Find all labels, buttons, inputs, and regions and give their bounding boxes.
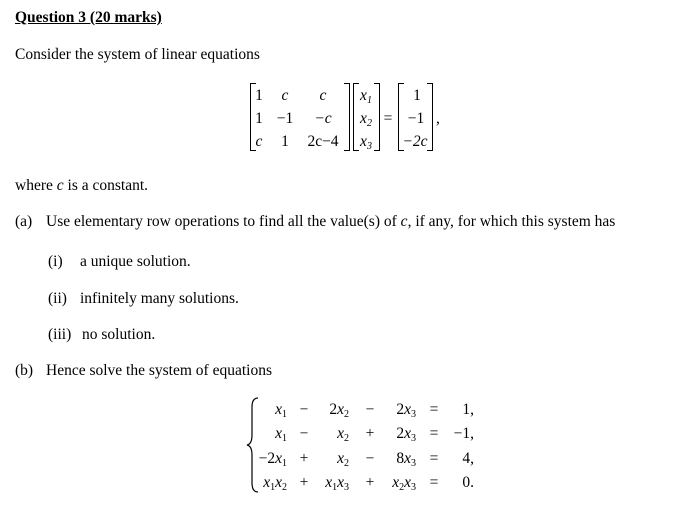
rhs-cell: −1 [407,110,425,127]
part-b-text: Hence solve the system of equations [46,362,272,379]
equation-eq: = [429,450,439,467]
intro-text: Consider the system of linear equations [15,46,260,63]
equation-op1: − [299,401,309,418]
equation-eq: = [429,474,439,491]
equation-op1: + [299,474,309,491]
equation-rhs: 4, [462,450,474,467]
equation-t3: $2x_3$ [396,401,416,420]
part-a-item-label: (ii) [48,290,67,307]
matrix-cell: 1 [255,87,263,104]
equation-eq: = [429,401,439,418]
rhs-cell: 1 [413,87,421,104]
matrix-equation [0,0,700,160]
vector-x-bracket-right [374,83,380,151]
part-b-label: (b) [15,362,34,379]
equation-op1: − [299,425,309,442]
question-title: Question 3 (20 marks) [15,9,162,26]
equation-system [0,395,700,500]
equation-t3: $8x_3$ [396,450,416,469]
variable-x3: $x_3$ [360,133,372,152]
matrix-cell: c [281,87,289,104]
curly-brace [246,397,260,493]
matrix-cell: c [255,133,263,150]
equation-op2: − [365,401,375,418]
rhs-cell: −2c [402,133,428,150]
equation-op1: + [299,450,309,467]
part-a-label: (a) [15,213,33,230]
part-a-item-text: a unique solution. [80,253,191,270]
part-a-text: Use elementary row operations to find all the value(s) of c, if any, for which this system has [46,213,616,230]
part-a-item-label: (i) [48,253,63,270]
equation-rhs: 0. [462,474,474,491]
equation-op2: − [365,450,375,467]
equation-t2: $x_2$ [337,450,349,469]
variable-x1: $x_1$ [360,87,372,106]
where-statement: where c is a constant. [15,177,149,194]
matrix-cell: −1 [276,110,294,127]
equation-t1: $-2x_1$ [258,450,287,469]
equation-t2: $x_2$ [337,425,349,444]
equation-t2: $x_1x_3$ [325,474,349,493]
equation-t3: $x_2x_3$ [392,474,416,493]
matrix-cell: 1 [255,110,263,127]
equation-op2: + [365,425,375,442]
variable-x2: $x_2$ [360,110,372,129]
part-a-item-text: no solution. [82,326,156,343]
matrix-cell: c [319,87,327,104]
matrix-cell: −c [314,110,332,127]
matrix-cell: 1 [281,133,289,150]
equals-sign: = [383,110,393,127]
vector-x-bracket-left [353,83,359,151]
equation-rhs: 1, [462,401,474,418]
matrix-comma: , [436,110,440,127]
equation-t1: $x_1$ [275,401,287,420]
equation-t1: $x_1x_2$ [263,474,287,493]
equation-t3: $2x_3$ [396,425,416,444]
coef-bracket-right [344,83,350,151]
equation-rhs: −1, [453,425,474,442]
part-a-item-label: (iii) [48,326,72,343]
rhs-bracket-right [427,83,433,151]
equation-op2: + [365,474,375,491]
equation-t1: $x_1$ [275,425,287,444]
matrix-cell: 2c−4 [307,133,339,150]
part-a-item-text: infinitely many solutions. [80,290,239,307]
equation-t2: $2x_2$ [329,401,349,420]
equation-eq: = [429,425,439,442]
